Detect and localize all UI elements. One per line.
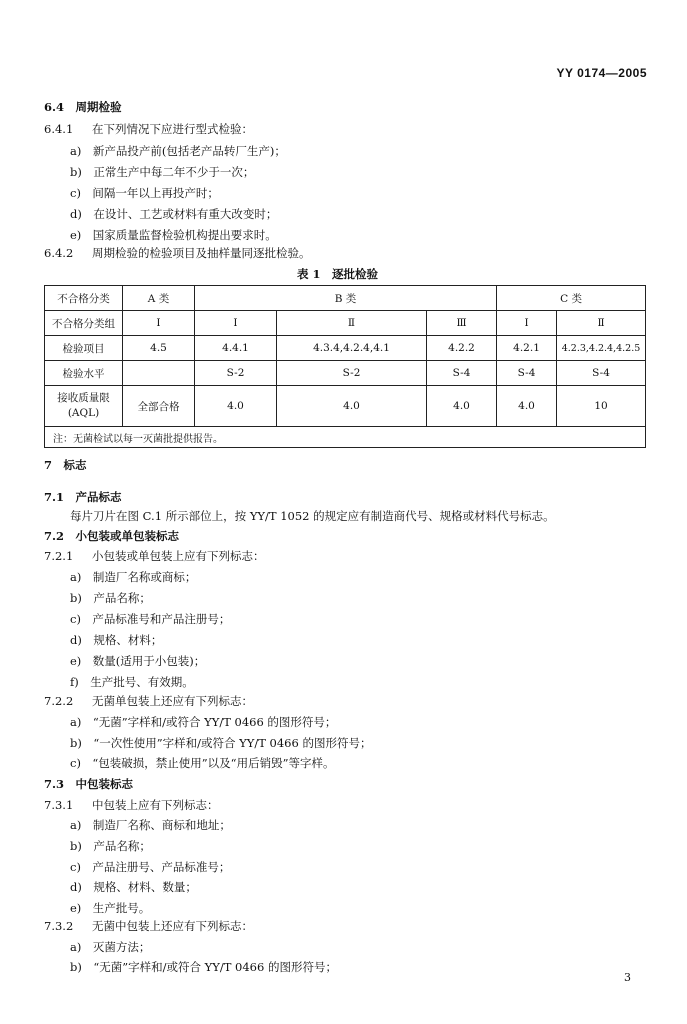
- list-item: e) 数量(适用于小包装)；: [70, 654, 206, 668]
- clause-7-3-1-number: 7.3.1: [44, 798, 74, 812]
- list-item: b) 产品名称；: [70, 591, 151, 605]
- list-item: b) 正常生产中每二年不少于一次；: [70, 165, 255, 179]
- clause-7-3-2-number: 7.3.2: [44, 919, 74, 933]
- table-row: [45, 427, 646, 448]
- list-item: e) 生产批号。: [70, 901, 151, 915]
- table-cell: 4.0: [195, 386, 277, 427]
- table-row: [45, 336, 646, 361]
- page-number: 3: [624, 971, 631, 984]
- list-item: d) 规格、材料；: [70, 633, 163, 647]
- list-item: c) 产品注册号、产品标准号；: [70, 860, 231, 874]
- table-cell: 4.2.2: [427, 336, 497, 361]
- list-item: a) “无菌”字样和/或符合 YY/T 0466 的图形符号；: [70, 715, 337, 729]
- table-cell: 4.0: [277, 386, 427, 427]
- list-item: b) “一次性使用”字样和/或符合 YY/T 0466 的图形符号；: [70, 736, 372, 750]
- list-item: b) “无菌”字样和/或符合 YY/T 0466 的图形符号；: [70, 960, 337, 974]
- section-7-3-heading: 7.3 中包装标志: [44, 777, 134, 791]
- table-cell: S-4: [557, 361, 646, 386]
- aql-label-line1: 接收质量限: [57, 392, 110, 404]
- class-a-header: A 类: [123, 286, 195, 311]
- list-item: c) “包装破损，禁止使用”以及“用后销毁”等字样。: [70, 756, 335, 770]
- clause-6-4-1-number: 6.4.1: [44, 122, 74, 136]
- section-6-4-heading: 6.4 周期检验: [44, 100, 122, 114]
- table-cell: S-2: [277, 361, 427, 386]
- table-cell: [123, 361, 195, 386]
- table-cell: Ⅰ: [123, 311, 195, 336]
- list-item: c) 产品标准号和产品注册号；: [70, 612, 231, 626]
- table-cell: Ⅱ: [277, 311, 427, 336]
- table-cell: 4.4.1: [195, 336, 277, 361]
- table-cell: S-4: [497, 361, 557, 386]
- clause-7-3-1-text: 中包装上应有下列标志：: [92, 798, 219, 812]
- table-cell: 10: [557, 386, 646, 427]
- table-cell: Ⅲ: [427, 311, 497, 336]
- list-item: d) 规格、材料、数量；: [70, 880, 197, 894]
- section-7-heading: 7 标志: [44, 458, 87, 472]
- clause-6-4-2-number: 6.4.2: [44, 246, 74, 260]
- list-item: e) 国家质量监督检验机构提出要求时。: [70, 228, 277, 242]
- list-item: a) 制造厂名称或商标；: [70, 570, 197, 584]
- row-label: 检验项目: [45, 336, 123, 361]
- table-caption: 表 1 逐批检验: [297, 267, 379, 281]
- section-7-1-text: 每片刀片在图 C.1 所示部位上，按 YY/T 1052 的规定应有制造商代号、规格或材料代号标志。: [70, 509, 555, 523]
- row-label: [45, 386, 123, 427]
- table-cell: 4.0: [427, 386, 497, 427]
- table-row: [45, 286, 646, 311]
- list-item: a) 制造厂名称、商标和地址；: [70, 818, 231, 832]
- list-item: f) 生产批号、有效期。: [70, 675, 194, 689]
- inspection-table: [44, 285, 646, 448]
- table-cell: 4.2.3,4.2.4,4.2.5: [557, 336, 646, 361]
- table-cell: 4.0: [497, 386, 557, 427]
- table-cell: S-2: [195, 361, 277, 386]
- table-row: [45, 386, 646, 427]
- table-cell: S-4: [427, 361, 497, 386]
- table-row: [45, 361, 646, 386]
- clause-7-2-2-text: 无菌单包装上还应有下列标志：: [92, 694, 253, 708]
- clause-7-2-1-number: 7.2.1: [44, 549, 74, 563]
- aql-label-line2: (AQL): [67, 407, 100, 419]
- row-label: 检验水平: [45, 361, 123, 386]
- list-item: b) 产品名称；: [70, 839, 151, 853]
- table-cell: 4.3.4,4.2.4,4.1: [277, 336, 427, 361]
- table-cell: Ⅰ: [195, 311, 277, 336]
- table-cell: Ⅰ: [497, 311, 557, 336]
- clause-7-2-2-number: 7.2.2: [44, 694, 74, 708]
- list-item: a) 新产品投产前(包括老产品转厂生产)；: [70, 144, 286, 158]
- clause-7-3-2-text: 无菌中包装上还应有下列标志：: [92, 919, 253, 933]
- table-row: [45, 311, 646, 336]
- table-cell: 全部合格: [123, 386, 195, 427]
- clause-6-4-1-text: 在下列情况下应进行型式检验：: [92, 122, 253, 136]
- table-cell: 4.2.1: [497, 336, 557, 361]
- clause-6-4-2-text: 周期检验的检验项目及抽样量同逐批检验。: [92, 246, 311, 260]
- table-cell: Ⅱ: [557, 311, 646, 336]
- table-cell: 4.5: [123, 336, 195, 361]
- class-b-header: B 类: [195, 286, 497, 311]
- row-label: 不合格分类组: [45, 311, 123, 336]
- section-7-2-heading: 7.2 小包装或单包装标志: [44, 529, 180, 543]
- row-label: 不合格分类: [45, 286, 123, 311]
- table-note: 注：无菌检试以每一灭菌批提供报告。: [45, 427, 646, 448]
- list-item: d) 在设计、工艺或材料有重大改变时；: [70, 207, 278, 221]
- list-item: c) 间隔一年以上再投产时；: [70, 186, 219, 200]
- list-item: a) 灭菌方法；: [70, 940, 151, 954]
- standard-code-header: YY 0174—2005: [556, 66, 647, 80]
- class-c-header: C 类: [497, 286, 646, 311]
- section-7-1-heading: 7.1 产品标志: [44, 490, 122, 504]
- clause-7-2-1-text: 小包装或单包装上应有下列标志：: [92, 549, 265, 563]
